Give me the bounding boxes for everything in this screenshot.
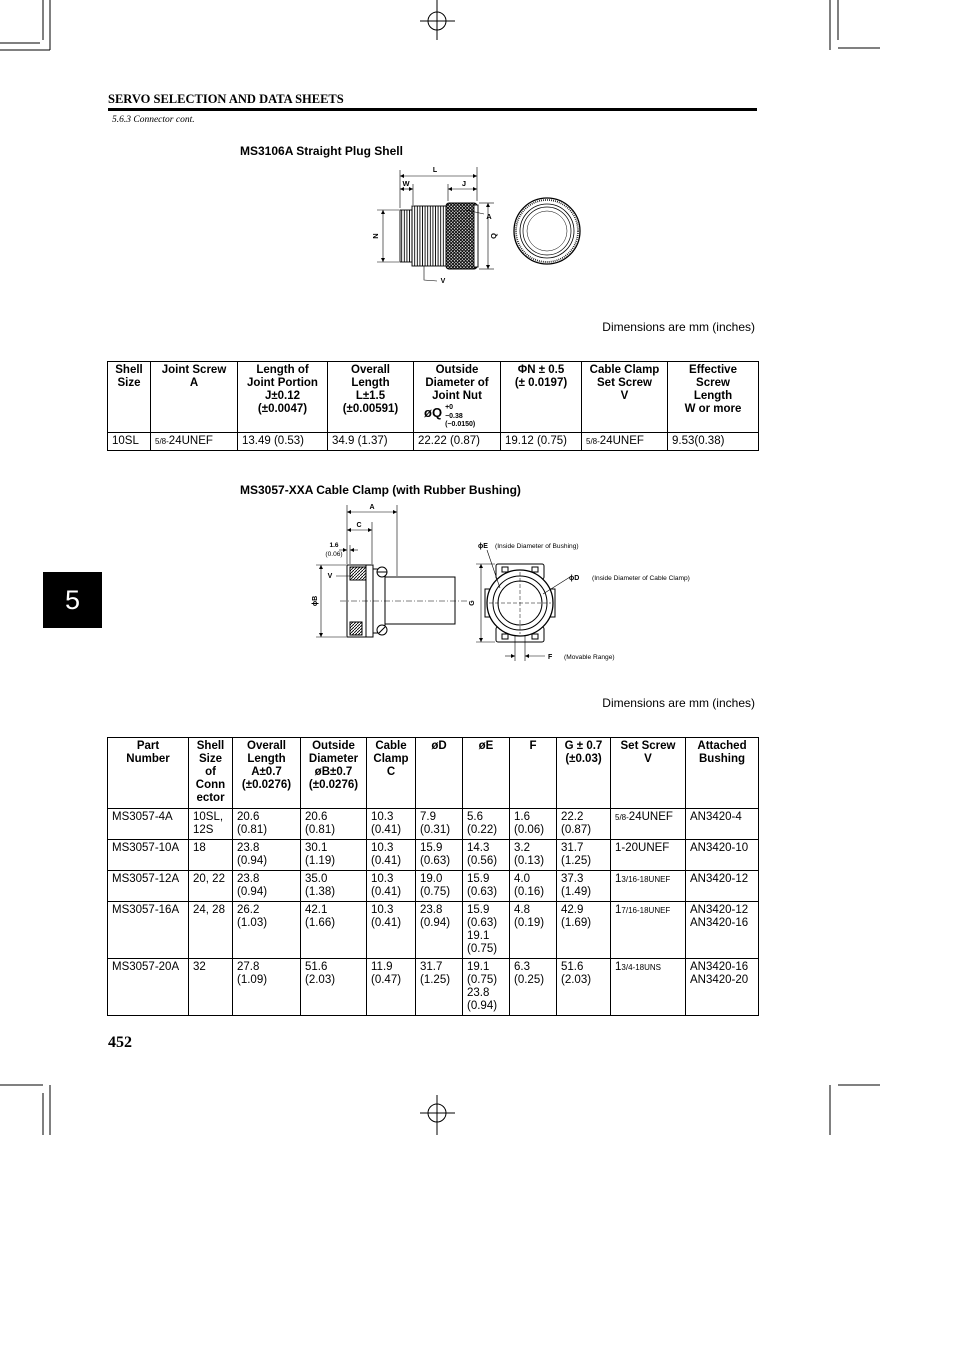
- table-cell-text: 5.6 (0.22): [467, 811, 498, 836]
- table-cell: [189, 902, 233, 959]
- label-W: W: [402, 179, 410, 188]
- table-cell-text: 34.9 (1.37): [332, 434, 388, 447]
- column-header-6: [416, 738, 463, 809]
- table-cell: [510, 840, 557, 871]
- thread-section: [400, 210, 412, 262]
- column-header-text: Cable Clamp Set Screw V: [589, 364, 660, 402]
- column-header-2: [151, 362, 238, 433]
- registration-mark-top: [420, 0, 455, 40]
- bushing-section-top: [350, 567, 366, 580]
- label-J: J: [461, 179, 467, 188]
- table-cell-text: 10SL: [112, 434, 139, 447]
- column-header-text: Effective Screw Length W or more: [684, 364, 742, 415]
- table-cell: [108, 902, 189, 959]
- table-cell-text: AN3420-12 AN3420-16: [690, 904, 749, 929]
- column-header-4: [328, 362, 414, 433]
- table-cell: [233, 959, 301, 1016]
- crop-mark-bottom-right: [830, 1085, 880, 1135]
- joint-nut: [446, 203, 477, 269]
- table-cell: [301, 959, 367, 1016]
- dimension-1-6: 1.6: [329, 542, 339, 549]
- column-header-text: Cable Clamp C: [373, 740, 409, 778]
- tolerance-inch: (−0.0150): [445, 421, 476, 428]
- table-cell-text: 37.3 (1.49): [561, 873, 592, 898]
- table-cell-text: 26.2 (1.03): [237, 904, 268, 929]
- nut-end-face: [474, 205, 478, 267]
- table-cell-text: 27.8 (1.09): [237, 961, 268, 986]
- label-E: ϕE: [478, 543, 488, 550]
- plug-shell-title: MS3106A Straight Plug Shell: [240, 144, 403, 158]
- table-cell: [686, 959, 759, 1016]
- column-header-7: [582, 362, 668, 433]
- label-E-description: (Inside Diameter of Bushing): [495, 543, 579, 550]
- column-header-2: [189, 738, 233, 809]
- table-cell-text: 4.0 (0.16): [514, 873, 545, 898]
- chapter-number: 5: [64, 585, 81, 615]
- table-header-row: [108, 738, 759, 809]
- label-Q: Q: [489, 233, 498, 239]
- table-cell-text: 11.9 (0.47): [371, 961, 402, 986]
- label-A: A: [486, 212, 492, 221]
- table-cell: [557, 840, 611, 871]
- table-row: [108, 959, 759, 1016]
- table-cell: [189, 809, 233, 840]
- tolerance-plus: +0: [445, 404, 454, 411]
- bushing-section-bottom: [350, 622, 362, 635]
- chapter-tab: [43, 572, 102, 628]
- table-cell: [557, 902, 611, 959]
- cable-clamp-units-note: Dimensions are mm (inches): [602, 696, 755, 710]
- table-cell: [189, 959, 233, 1016]
- table-cell-text: 30.1 (1.19): [305, 842, 336, 867]
- table-cell: [189, 840, 233, 871]
- table-cell: [611, 902, 686, 959]
- table-cell: [510, 902, 557, 959]
- table-cell-text: MS3057-4A: [112, 811, 173, 823]
- table-cell: [328, 432, 414, 450]
- column-header-text: Outside Diameter of Joint Nut: [425, 364, 489, 402]
- table-cell: [416, 902, 463, 959]
- column-header-5: [367, 738, 416, 809]
- table-cell-small: 5/8-: [155, 436, 169, 446]
- column-header-10: [611, 738, 686, 809]
- table-cell: [367, 840, 416, 871]
- cable-clamp-drawing: [300, 498, 720, 668]
- table-cell: [416, 871, 463, 902]
- table-cell-text: 19.1 (0.75) 23.8 (0.94): [467, 961, 498, 1012]
- table-cell-text: AN3420-16 AN3420-20: [690, 961, 749, 986]
- column-header-text: Set Screw V: [620, 740, 676, 765]
- table-row: [108, 809, 759, 840]
- crop-mark-top-left: [0, 0, 50, 50]
- table-cell: [367, 871, 416, 902]
- table-cell-text: 10.3 (0.41): [371, 873, 402, 898]
- table-cell: [510, 809, 557, 840]
- label-F: F: [548, 654, 553, 661]
- table-cell-small: 5/8-: [615, 813, 629, 822]
- table-cell: [611, 809, 686, 840]
- label-A: A: [369, 504, 375, 511]
- section-title: SERVO SELECTION AND DATA SHEETS: [108, 92, 344, 106]
- table-cell-main: 24UNEF: [168, 434, 213, 447]
- crop-mark-top-right: [830, 0, 880, 50]
- table-cell-text: 22.2 (0.87): [561, 811, 592, 836]
- table-cell-text: 10.3 (0.41): [371, 842, 402, 867]
- table-cell-text: 6.3 (0.25): [514, 961, 545, 986]
- column-header-text: Part Number: [126, 740, 170, 765]
- coupling-body: [412, 206, 446, 266]
- table-cell-lead: 1: [615, 873, 622, 885]
- column-header-8: [510, 738, 557, 809]
- table-cell-text: 23.8 (0.94): [237, 842, 268, 867]
- column-header-5: [414, 362, 501, 433]
- table-row: [108, 840, 759, 871]
- label-C: C: [356, 522, 362, 529]
- table-cell: [301, 809, 367, 840]
- column-header-text: F: [529, 740, 537, 752]
- table-cell-text: 22.22 (0.87): [418, 434, 481, 447]
- cable-clamp-title: MS3057-XXA Cable Clamp (with Rubber Bushing): [240, 483, 521, 497]
- table-cell-text: 20.6 (0.81): [237, 811, 268, 836]
- table-cell: [108, 809, 189, 840]
- table-cell-text: 20, 22: [193, 873, 225, 885]
- column-header-8: [668, 362, 759, 433]
- label-V: V: [327, 573, 333, 580]
- table-cell-text: 3.2 (0.13): [514, 842, 545, 867]
- table-cell: [463, 959, 510, 1016]
- table-cell-text: 20.6 (0.81): [305, 811, 336, 836]
- table-cell-small: 5/8-: [586, 436, 600, 446]
- table-cell-text: 19.12 (0.75): [505, 434, 568, 447]
- table-cell: [108, 840, 189, 871]
- table-cell-small: 7/16-18UNEF: [621, 906, 671, 915]
- tolerance-minus: −0.38: [445, 412, 463, 420]
- plug-shell-units-note: Dimensions are mm (inches): [602, 320, 755, 334]
- table-cell-text: 15.9 (0.63) 19.1 (0.75): [467, 904, 498, 955]
- table-cell-text: 10.3 (0.41): [371, 904, 402, 929]
- table-cell: [501, 432, 582, 450]
- column-header-text: Shell Size of Conn ector: [195, 740, 226, 804]
- table-cell-text: 1.6 (0.06): [514, 811, 545, 836]
- plug-shell-drawing: [360, 160, 590, 290]
- page-number: 452: [108, 1034, 132, 1051]
- table-cell: [416, 809, 463, 840]
- clamp-tube: [385, 577, 455, 624]
- table-cell-text: 24, 28: [193, 904, 225, 916]
- column-header-text: Overall Length L±1.5 (±0.00591): [342, 364, 399, 415]
- table-cell-text: AN3420-4: [690, 811, 742, 823]
- header-rule: [108, 108, 757, 111]
- table-cell-small: 3/16-18UNEF: [621, 875, 671, 884]
- label-N: N: [371, 233, 380, 239]
- table-cell: [233, 902, 301, 959]
- table-cell: [463, 902, 510, 959]
- plug-shell-table: [107, 361, 759, 451]
- table-cell-text: 32: [193, 961, 206, 973]
- column-header-text: Outside Diameter øB±0.7 (±0.0276): [308, 740, 359, 791]
- table-cell: [233, 871, 301, 902]
- column-header-4: [301, 738, 367, 809]
- table-cell: [611, 959, 686, 1016]
- table-cell-lead: 1: [615, 961, 622, 973]
- table-cell: [108, 432, 151, 450]
- table-cell-text: 9.53(0.38): [672, 434, 725, 447]
- table-cell: [611, 840, 686, 871]
- table-cell-text: 15.9 (0.63): [420, 842, 451, 867]
- table-cell-text: MS3057-10A: [112, 842, 180, 854]
- table-cell-text: 19.0 (0.75): [420, 873, 451, 898]
- table-cell: [557, 959, 611, 1016]
- table-cell-text: 51.6 (2.03): [305, 961, 336, 986]
- table-cell-text: MS3057-12A: [112, 873, 180, 885]
- table-cell-text: 15.9 (0.63): [467, 873, 498, 898]
- table-cell: [557, 871, 611, 902]
- table-cell: [301, 902, 367, 959]
- label-F-description: (Movable Range): [564, 654, 615, 661]
- column-header-text: øD: [431, 740, 447, 752]
- table-cell: [686, 871, 759, 902]
- table-cell-text: AN3420-12: [690, 873, 749, 885]
- column-header-text: Overall Length A±0.7 (±0.0276): [241, 740, 292, 791]
- column-header-text: Shell Size: [115, 364, 143, 389]
- table-row: [108, 432, 759, 450]
- table-cell-text: 14.3 (0.56): [467, 842, 498, 867]
- table-cell-text: 18: [193, 842, 206, 854]
- table-cell: [238, 432, 328, 450]
- label-D: ϕD: [569, 575, 580, 582]
- table-cell-text: 31.7 (1.25): [420, 961, 451, 986]
- table-cell: [367, 902, 416, 959]
- table-cell-main: 24UNEF: [628, 811, 673, 823]
- table-cell: [510, 871, 557, 902]
- table-cell: [582, 432, 668, 450]
- table-cell-text: 23.8 (0.94): [237, 873, 268, 898]
- column-header-text: Length of Joint Portion J±0.12 (±0.0047): [247, 364, 318, 415]
- table-cell-text: MS3057-20A: [112, 961, 180, 973]
- label-G: G: [469, 600, 476, 606]
- column-header-3: [238, 362, 328, 433]
- table-cell: [668, 432, 759, 450]
- crop-mark-bottom-left: [0, 1085, 50, 1135]
- column-header-tolerance: [418, 404, 496, 430]
- table-cell: [686, 840, 759, 871]
- table-cell-text: 23.8 (0.94): [420, 904, 451, 929]
- column-header-1: [108, 362, 151, 433]
- column-header-text: G ± 0.7 (±0.03): [564, 740, 603, 765]
- table-cell: [463, 871, 510, 902]
- column-header-text: øE: [478, 740, 494, 752]
- label-B: ϕB: [312, 595, 319, 607]
- subsection-label: 5.6.3 Connector cont.: [112, 115, 195, 125]
- table-cell-text: 10.3 (0.41): [371, 811, 402, 836]
- plug-side-view: [400, 203, 478, 269]
- table-cell: [108, 959, 189, 1016]
- table-cell: [233, 809, 301, 840]
- column-header-text: Joint Screw A: [161, 364, 227, 389]
- table-cell-small: 3/4-18UNS: [621, 963, 661, 972]
- table-cell: [301, 840, 367, 871]
- table-cell: [463, 840, 510, 871]
- table-cell-text: 1-20UNEF: [615, 842, 670, 854]
- column-header-symbol: øQ: [424, 405, 443, 420]
- table-cell-text: 4.8 (0.19): [514, 904, 545, 929]
- label-L: L: [432, 167, 438, 174]
- label-D-description: (Inside Diameter of Cable Clamp): [592, 575, 690, 582]
- table-cell: [301, 871, 367, 902]
- table-cell: [416, 840, 463, 871]
- table-cell: [611, 871, 686, 902]
- column-header-tolerance-stack: [445, 404, 475, 430]
- cable-clamp-table: [107, 737, 759, 1016]
- table-cell-text: AN3420-10: [690, 842, 749, 854]
- table-header-row: [108, 362, 759, 433]
- table-cell: [189, 871, 233, 902]
- table-cell: [151, 432, 238, 450]
- table-cell-text: 31.7 (1.25): [561, 842, 592, 867]
- table-cell-text: 51.6 (2.03): [561, 961, 592, 986]
- table-cell: [686, 809, 759, 840]
- table-cell: [463, 809, 510, 840]
- column-header-text: Attached Bushing: [697, 740, 747, 765]
- table-cell-text: 13.49 (0.53): [242, 434, 305, 447]
- column-header-7: [463, 738, 510, 809]
- column-header-11: [686, 738, 759, 809]
- table-cell: [414, 432, 501, 450]
- table-cell: [416, 959, 463, 1016]
- column-header-3: [233, 738, 301, 809]
- registration-mark-bottom: [420, 1095, 455, 1135]
- table-cell: [557, 809, 611, 840]
- table-cell-text: 42.9 (1.69): [561, 904, 592, 929]
- table-cell-lead: 1: [615, 904, 622, 916]
- table-cell: [510, 959, 557, 1016]
- table-cell-text: MS3057-16A: [112, 904, 180, 916]
- table-cell: [367, 959, 416, 1016]
- column-header-text: ΦN ± 0.5 (± 0.0197): [514, 364, 568, 389]
- table-cell-text: 7.9 (0.31): [420, 811, 451, 836]
- table-cell: [686, 902, 759, 959]
- column-header-9: [557, 738, 611, 809]
- table-cell: [233, 840, 301, 871]
- table-row: [108, 902, 759, 959]
- dimension-1-6-inch: (0.06): [325, 551, 343, 558]
- table-cell-text: 42.1 (1.66): [305, 904, 336, 929]
- column-header-1: [108, 738, 189, 809]
- label-V: V: [440, 278, 446, 285]
- table-cell-text: 10SL, 12S: [193, 811, 224, 836]
- table-cell: [367, 809, 416, 840]
- table-cell: [108, 871, 189, 902]
- table-cell-text: 35.0 (1.38): [305, 873, 336, 898]
- plug-end-view: [514, 198, 580, 264]
- column-header-6: [501, 362, 582, 433]
- table-row: [108, 871, 759, 902]
- table-cell-main: 24UNEF: [599, 434, 644, 447]
